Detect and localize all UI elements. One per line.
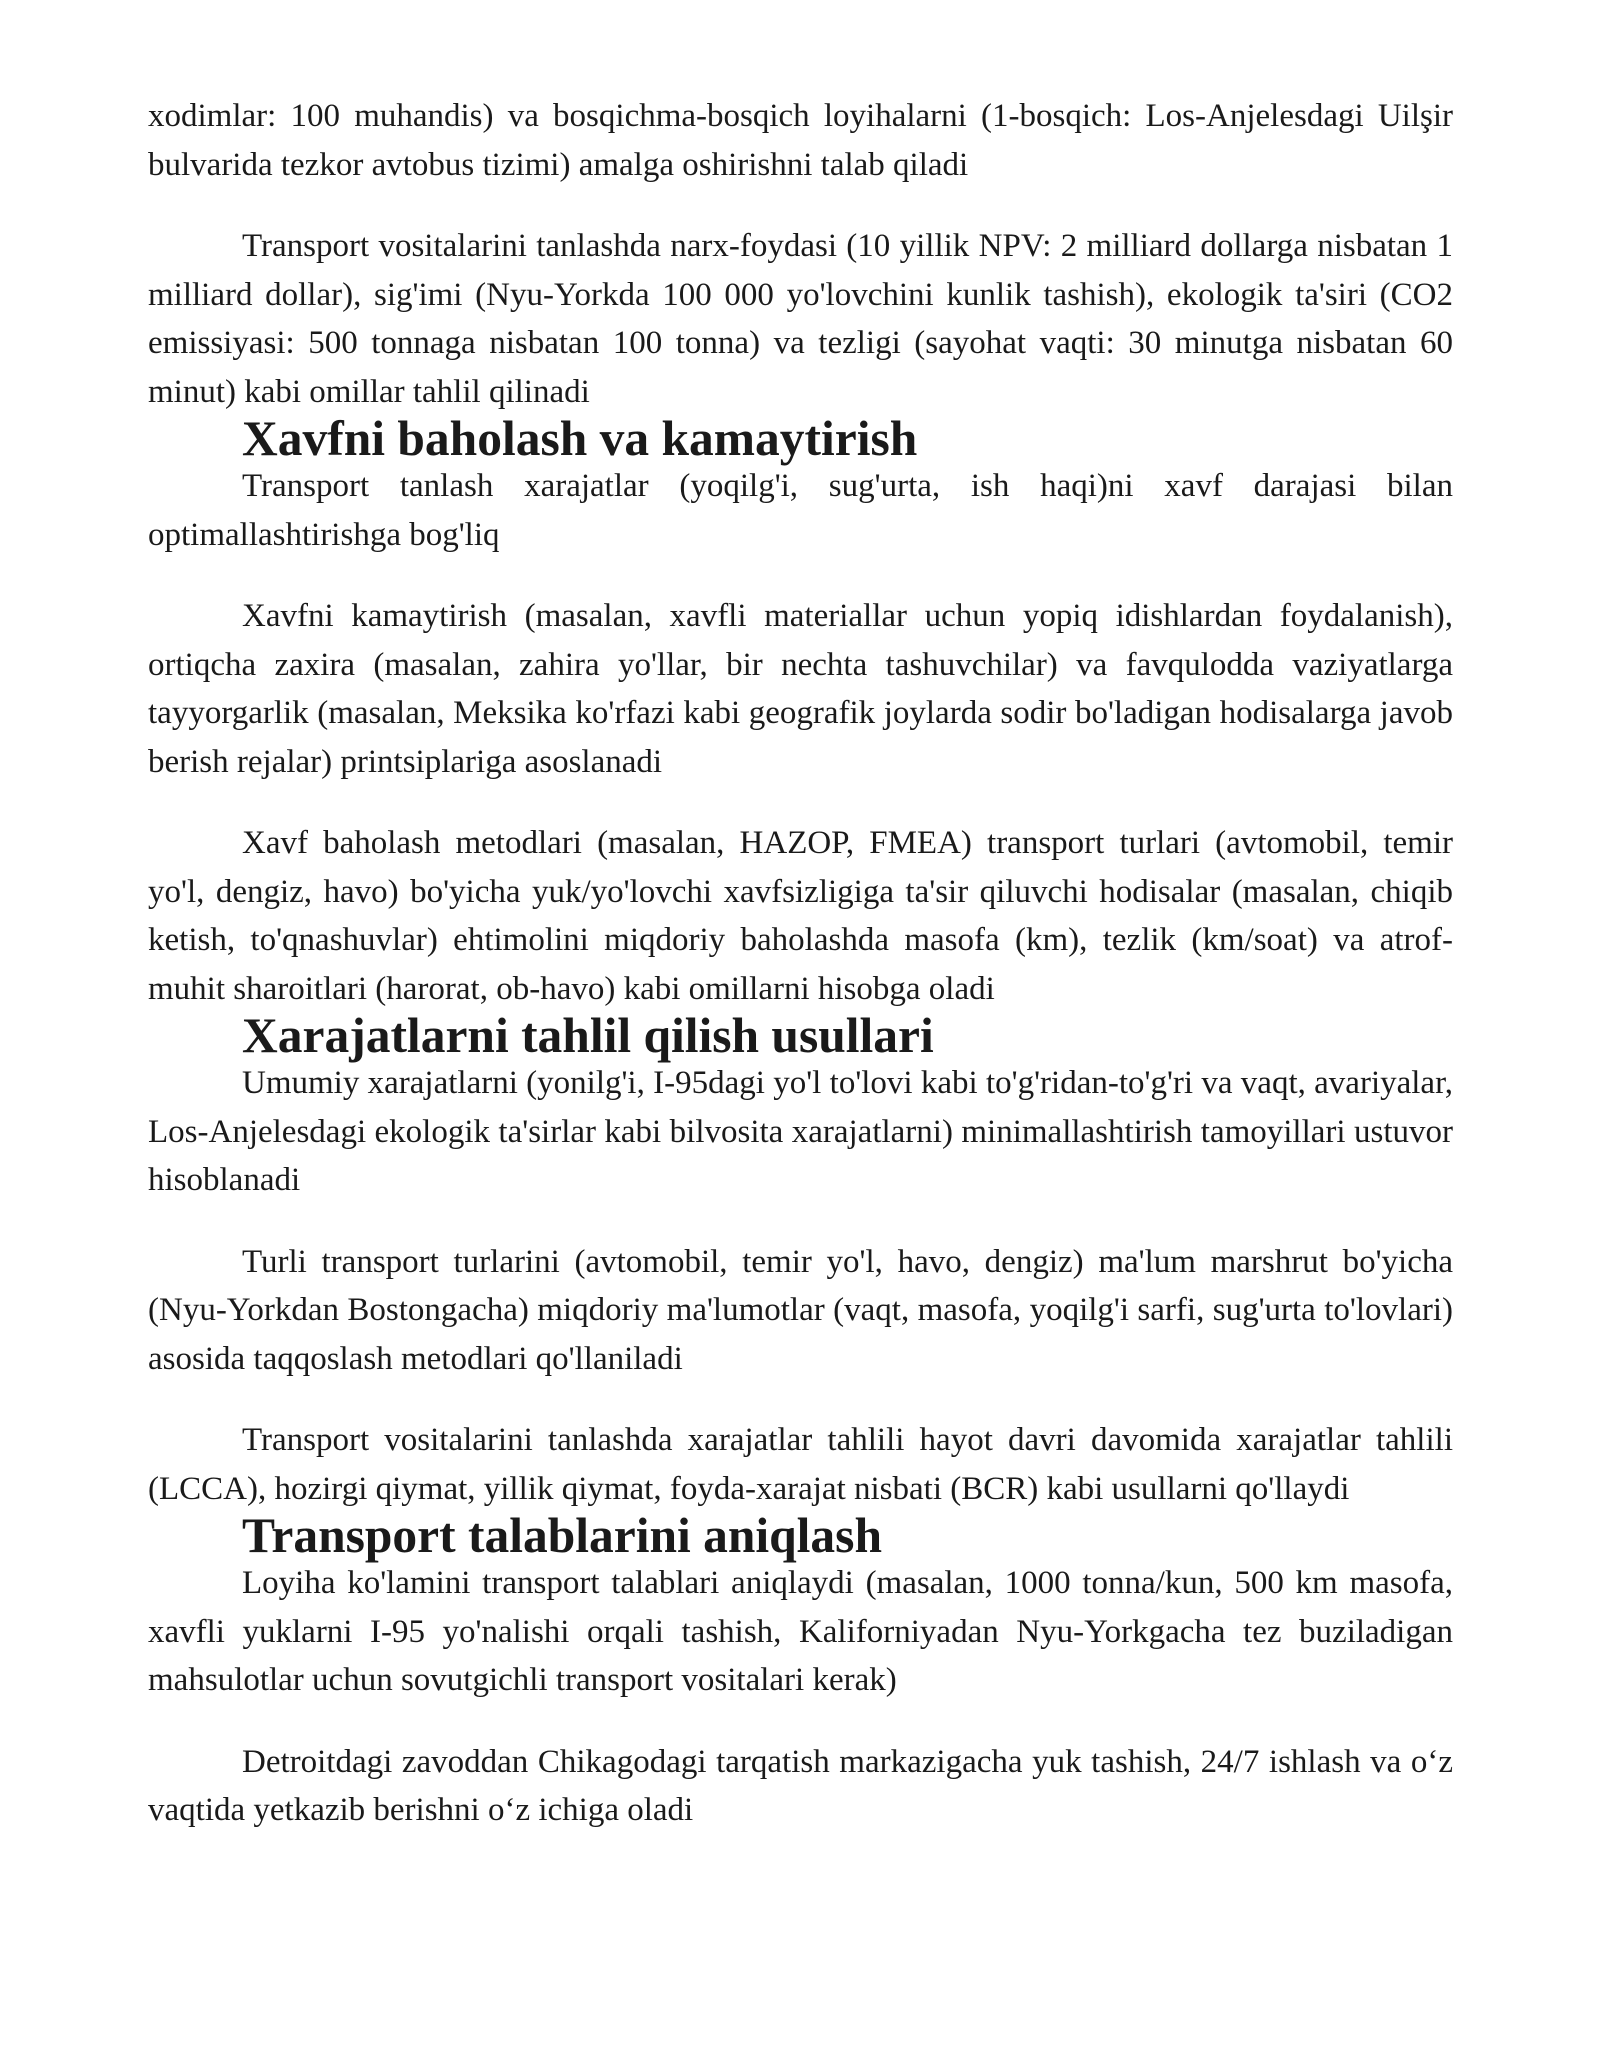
document-page	[148, 92, 1453, 1835]
heading-cost-analysis: Xarajatlarni tahlil qilish usullari	[242, 1008, 934, 1063]
paragraph-risk-methods: Xavf baholash metodlari (masalan, HAZOP, FMEA) transport turlari (avtomobil, temir yo'l, dengiz, havo) bo'yicha yuk/yo'lovchi xavfsizligiga ta'sir qiluvchi hodisalar (masalan, chiqib ketish, to'qnashuvlar) ehtimolini miqdoriy baholashda masofa (km), tezlik (km/soat) va atrof-muhit sharoitlari (harorat, ob-havo) kabi omillarni hisobga oladi	[148, 825, 1453, 1007]
heading-transport-requirements: Transport talablarini aniqlash	[242, 1508, 882, 1563]
paragraph-transport-selection-factors: Transport vositalarini tanlashda narx-foydasi (10 yillik NPV: 2 milliard dollarga nisbatan 1 milliard dollar), sig'imi (Nyu-Yorkda 100 000 yo'lovchini kunlik tashish), ekologik ta'siri (CO2 emissiyasi: 500 tonnaga nisbatan 100 tonna) va tezligi (sayohat vaqti: 30 minutga nisbatan 60 minut) kabi omillar tahlil qilinadi	[148, 228, 1453, 410]
paragraph-cost-methods: Transport vositalarini tanlashda xarajatlar tahlili hayot davri davomida xarajatlar tahlili (LCCA), hozirgi qiymat, yillik qiymat, foyda-xarajat nisbati (BCR) kabi usullarni qo'llaydi	[148, 1422, 1453, 1507]
paragraph-risk-costs: Transport tanlash xarajatlar (yoqilg'i, sug'urta, ish haqi)ni xavf darajasi bilan optimallashtirishga bog'liq	[148, 468, 1453, 553]
paragraph-detroit-chicago: Detroitdagi zavoddan Chikagodagi tarqatish markazigacha yuk tashish, 24/7 ishlash va oʻz vaqtida yetkazib berishni oʻz ichiga oladi	[148, 1743, 1453, 1828]
paragraph-risk-reduction: Xavfni kamaytirish (masalan, xavfli materiallar uchun yopiq idishlardan foydalanish), ortiqcha zaxira (masalan, zahira yo'llar, bir nechta tashuvchilar) va favqulodda vaziyatlarga tayyorgarlik (masalan, Meksika ko'rfazi kabi geografik joylarda sodir bo'ladigan hodisalarga javob berish rejalar) printsiplariga asoslanadi	[148, 598, 1453, 780]
paragraph-cost-minimization: Umumiy xarajatlarni (yonilg'i, I-95dagi yo'l to'lovi kabi to'g'ridan-to'g'ri va vaqt, avariyalar, Los-Anjelesdagi ekologik ta'sirlar kabi bilvosita xarajatlarni) minimallashtirish tamoyillari ustuvor hisoblanadi	[148, 1065, 1453, 1198]
paragraph-continued: xodimlar: 100 muhandis) va bosqichma-bosqich loyihalarni (1-bosqich: Los-Anjelesdagi Uilşir bulvarida tezkor avtobus tizimi) amalga oshirishni talab qiladi	[148, 98, 1453, 183]
paragraph-project-scope: Loyiha ko'lamini transport talablari aniqlaydi (masalan, 1000 tonna/kun, 500 km masofa, xavfli yuklarni I-95 yo'nalishi orqali tashish, Kaliforniyadan Nyu-Yorkgacha tez buziladigan mahsulotlar uchun sovutgichli transport vositalari kerak)	[148, 1565, 1453, 1698]
heading-risk-assessment: Xavfni baholash va kamaytirish	[242, 411, 918, 466]
paragraph-mode-comparison: Turli transport turlarini (avtomobil, temir yo'l, havo, dengiz) ma'lum marshrut bo'yicha (Nyu-Yorkdan Bostongacha) miqdoriy ma'lumotlar (vaqt, masofa, yoqilg'i sarfi, sug'urta to'lovlari) asosida taqqoslash metodlari qo'llaniladi	[148, 1243, 1453, 1377]
